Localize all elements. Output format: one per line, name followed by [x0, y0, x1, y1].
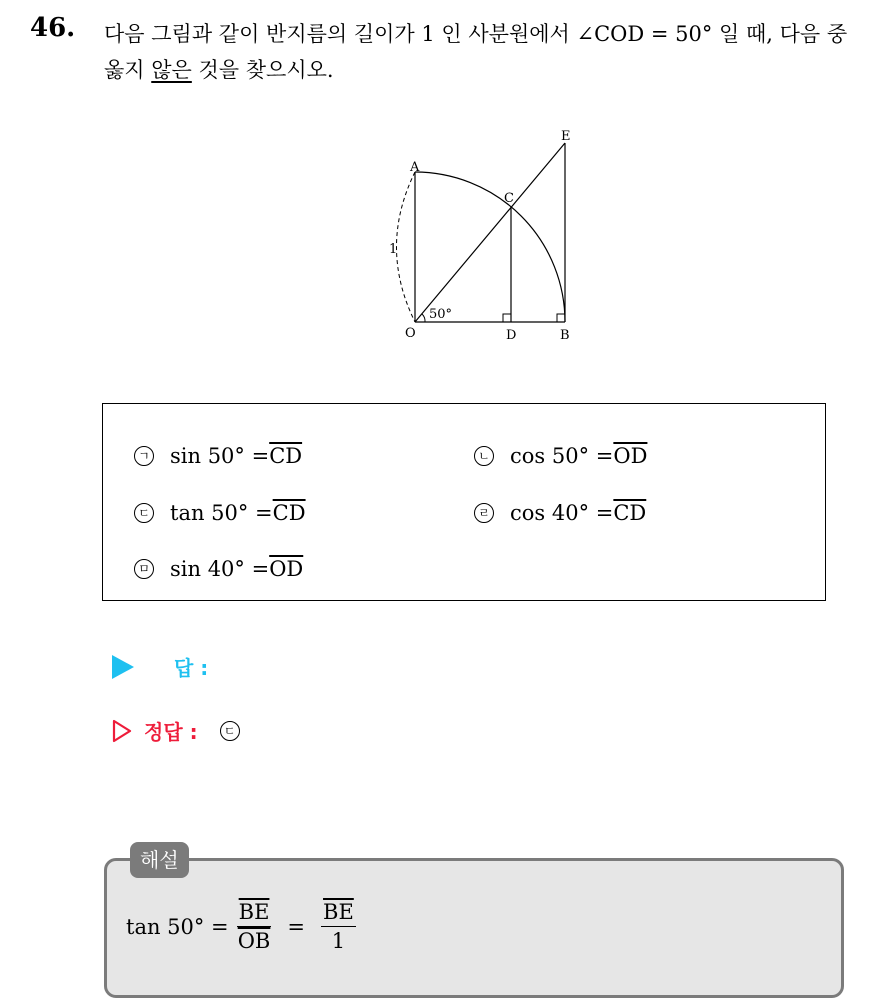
label-D: D [506, 328, 517, 343]
arc-AB [415, 172, 565, 322]
correct-answer-row [112, 716, 240, 745]
question-text-before: 다음 그림과 같이 반지름의 길이가 1 인 사분원에서 ∠COD = 50° 일 때, 다음 중 옳지 [104, 22, 848, 82]
choice-segment: $\overline{CD}$ [269, 444, 303, 468]
radius-brace [397, 172, 416, 322]
answer-label: 답 : [174, 656, 209, 680]
label-C: C [504, 191, 514, 206]
choice-4 [474, 501, 646, 525]
choice-marker: ㄴ [474, 446, 494, 466]
choice-func: cos 50° = [510, 444, 614, 468]
play-filled-icon [112, 655, 134, 679]
question-text [104, 16, 864, 88]
choice-func: sin 50° = [170, 444, 270, 468]
solution-lhs: tan 50° = [126, 914, 229, 939]
correct-answer-value: ㄷ [220, 721, 240, 741]
question-underlined-word: 않은 [151, 58, 192, 82]
segment-OE [415, 143, 565, 322]
solution-equation [126, 900, 364, 953]
choice-3 [134, 501, 306, 525]
choice-func: sin 40° = [170, 557, 270, 581]
choice-segment: $\overline{OD}$ [613, 444, 648, 468]
fraction-denominator: OB [237, 929, 271, 953]
play-outline-icon [112, 719, 132, 743]
label-A: A [410, 160, 420, 175]
choice-2 [474, 444, 647, 468]
label-angle: 50° [429, 307, 453, 322]
choice-segment: $\overline{OD}$ [269, 557, 304, 581]
quarter-circle-figure [378, 120, 588, 350]
solution-fraction-1 [237, 900, 272, 953]
label-O: O [405, 326, 416, 341]
right-angle-D-mark [503, 314, 511, 322]
fraction-numerator: $\overline{BE}$ [237, 900, 272, 927]
solution-fraction-2 [321, 900, 356, 953]
choice-segment: $\overline{CD}$ [613, 501, 647, 525]
choice-marker: ㄹ [474, 503, 494, 523]
fraction-denominator: 1 [331, 929, 346, 953]
choice-1 [134, 444, 302, 468]
solution-equals: = [287, 914, 306, 939]
choice-func: cos 40° = [510, 501, 614, 525]
fraction-numerator: $\overline{BE}$ [321, 900, 356, 927]
label-E: E [561, 129, 571, 144]
choice-marker: ㄷ [134, 503, 154, 523]
angle-mark [422, 314, 425, 322]
question-text-after: 것을 찾으시오. [191, 58, 334, 82]
choice-marker: ㅁ [134, 559, 154, 579]
answer-row [112, 652, 208, 681]
choice-segment: $\overline{CD}$ [272, 501, 306, 525]
choice-marker: ㄱ [134, 446, 154, 466]
choice-5 [134, 557, 303, 581]
label-B: B [560, 328, 570, 343]
question-number: 46. [30, 13, 76, 43]
right-angle-B-mark [557, 314, 565, 322]
label-radius: 1 [389, 242, 398, 257]
solution-tab: 해설 [130, 842, 189, 878]
correct-answer-label: 정답 : [144, 720, 198, 744]
choice-func: tan 50° = [170, 501, 273, 525]
